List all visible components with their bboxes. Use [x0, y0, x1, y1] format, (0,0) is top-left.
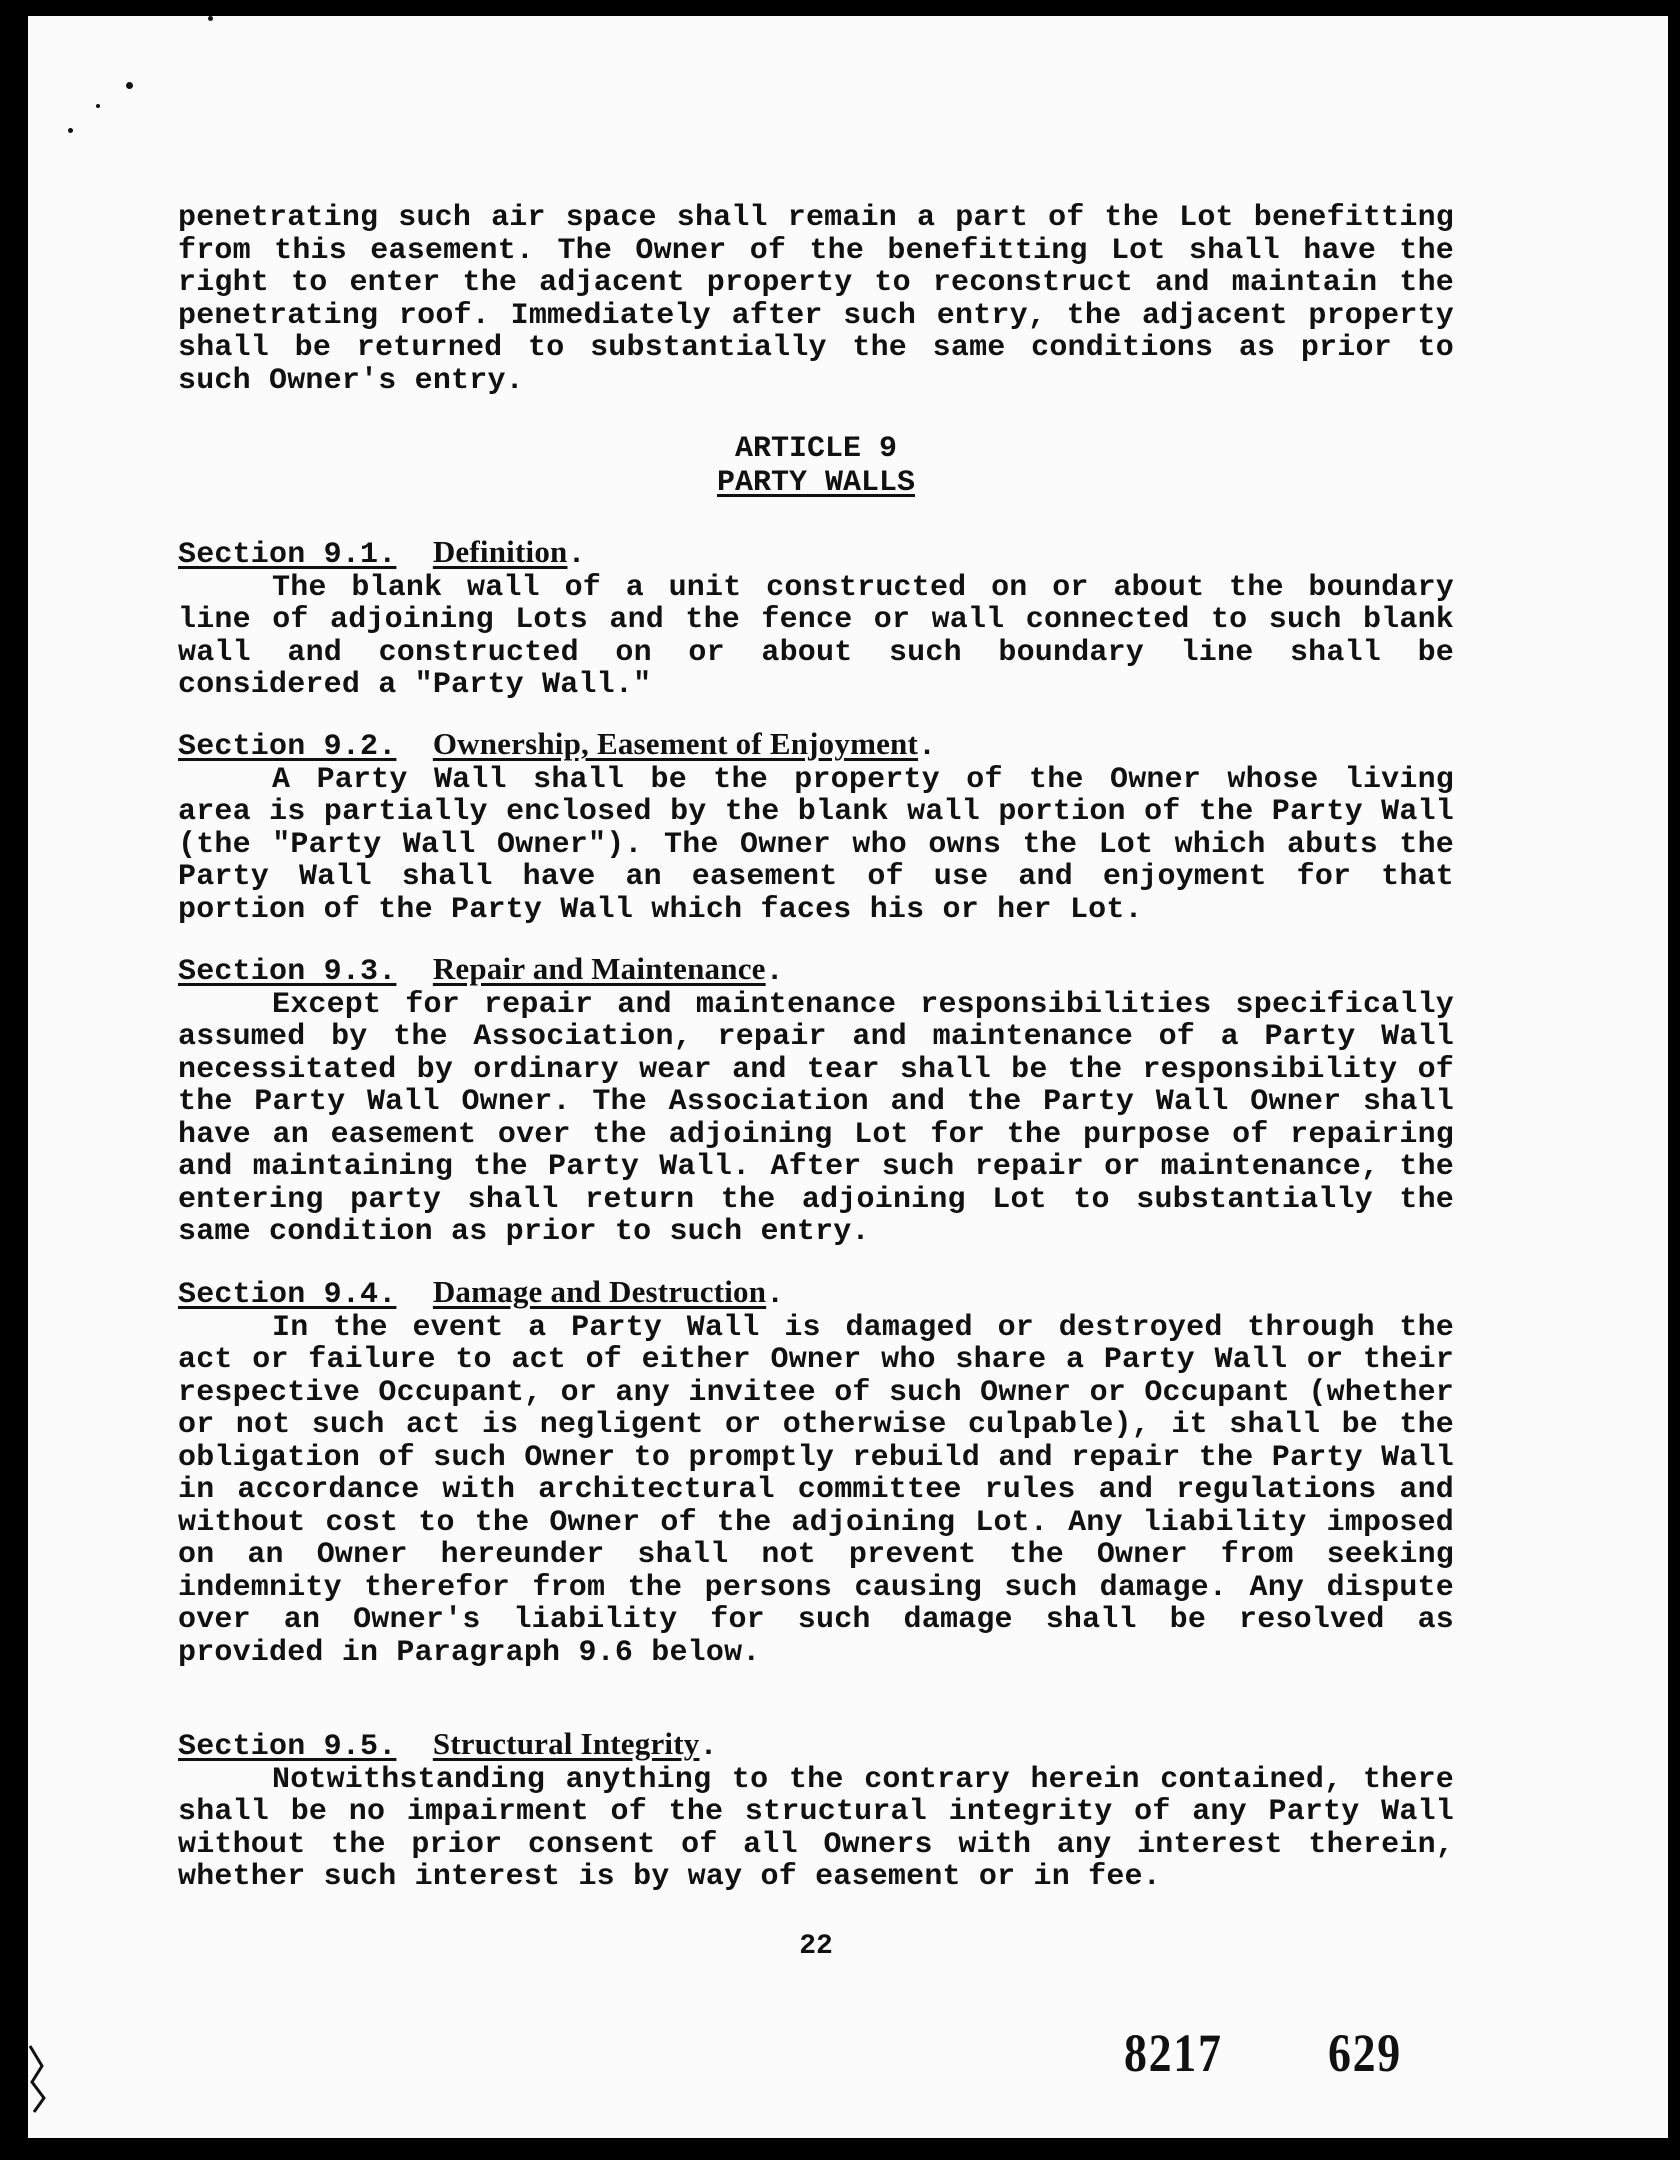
scan-speck [68, 128, 73, 133]
section-number: Section 9.4. [178, 1278, 397, 1312]
section-title: Repair and Maintenance [432, 951, 766, 986]
section-9-5 [178, 1728, 1454, 1894]
document-page [28, 16, 1668, 2138]
article-number: ARTICLE 9 [734, 432, 898, 466]
intro-paragraph: penetrating such air space shall remain a part of the Lot benefitting from this easement. The Owner of the benefitting Lot shall have the right to enter the adjacent property to reconstruct and maintain the penetrating roof. Immediately after such entry, the adjacent property shall be returned to substantially the same conditions as prior to such Owner's entry. [178, 201, 1454, 398]
page-number: 22 [799, 1931, 833, 1962]
section-heading: Section 9.4. Damage and Destruction. [178, 1274, 785, 1312]
section-heading: Section 9.1. Definition. [178, 534, 586, 572]
section-title: Ownership, Easement of Enjoyment [432, 726, 919, 761]
section-body: Notwithstanding anything to the contrary herein contained, there shall be no impairment of the structural integrity of any Party Wall without the prior consent of all Owners with any interest therein, whether such interest is by way of easement or in fee. [178, 1762, 1454, 1894]
scan-edge-mark [28, 2036, 48, 2116]
article-heading [178, 432, 1454, 500]
stamp-left-number: 8217 [1124, 2023, 1223, 2083]
section-body: A Party Wall shall be the property of the Owner whose living area is partially enclosed by the blank wall portion of the Party Wall (the "Party Wall Owner"). The Owner who owns the Lot which abuts the Party Wall shall have an easement of use and enjoyment for that portion of the Party Wall which faces his or her Lot. [178, 762, 1454, 927]
intro-paragraph-block [178, 202, 1454, 397]
section-title: Structural Integrity [432, 1726, 700, 1761]
article-title: PARTY WALLS [716, 466, 916, 500]
section-body: Except for repair and maintenance responsibilities specifically assumed by the Association, repair and maintenance of a Party Wall necessitated by ordinary wear and tear shall be the responsibility of the Party Wall Owner. The Association and the Party Wall Owner shall have an easement over the adjoining Lot for the purpose of repairing and maintaining the Party Wall. After such repair or maintenance, the entering party shall return the adjoining Lot to substantially the same condition as prior to such entry. [178, 987, 1454, 1249]
section-heading: Section 9.2. Ownership, Easement of Enjoyment. [178, 726, 937, 764]
section-heading: Section 9.5. Structural Integrity. [178, 1726, 718, 1764]
section-body: In the event a Party Wall is damaged or destroyed through the act or failure to act of either Owner who share a Party Wall or their respective Occupant, or any invitee of such Owner or Occupant (whether or not such act is negligent or otherwise culpable), it shall be the obligation of such Owner to promptly rebuild and repair the Party Wall in accordance with architectural committee rules and regulations and without cost to the Owner of the adjoining Lot. Any liability imposed on an Owner hereunder shall not prevent the Owner from seeking indemnity therefor from the persons causing such damage. Any dispute over an Owner's liability for such damage shall be resolved as provided in Paragraph 9.6 below. [178, 1310, 1454, 1670]
section-heading: Section 9.3. Repair and Maintenance. [178, 951, 784, 989]
section-body: The blank wall of a unit constructed on or about the boundary line of adjoining Lots and the fence or wall connected to such blank wall and constructed on or about such boundary line shall be considered a "Party Wall." [178, 570, 1454, 702]
section-9-2 [178, 728, 1454, 926]
section-9-3 [178, 953, 1454, 1249]
section-number: Section 9.3. [178, 955, 397, 989]
scan-speck [96, 104, 100, 108]
section-number: Section 9.2. [178, 730, 397, 764]
section-title: Definition [432, 534, 568, 569]
scan-speck [208, 16, 213, 21]
stamp-right-number: 629 [1328, 2023, 1402, 2083]
section-title: Damage and Destruction [432, 1274, 767, 1309]
section-9-4 [178, 1276, 1454, 1669]
section-number: Section 9.1. [178, 538, 397, 572]
section-9-1 [178, 536, 1454, 702]
section-number: Section 9.5. [178, 1730, 397, 1764]
scan-speck [126, 82, 133, 89]
